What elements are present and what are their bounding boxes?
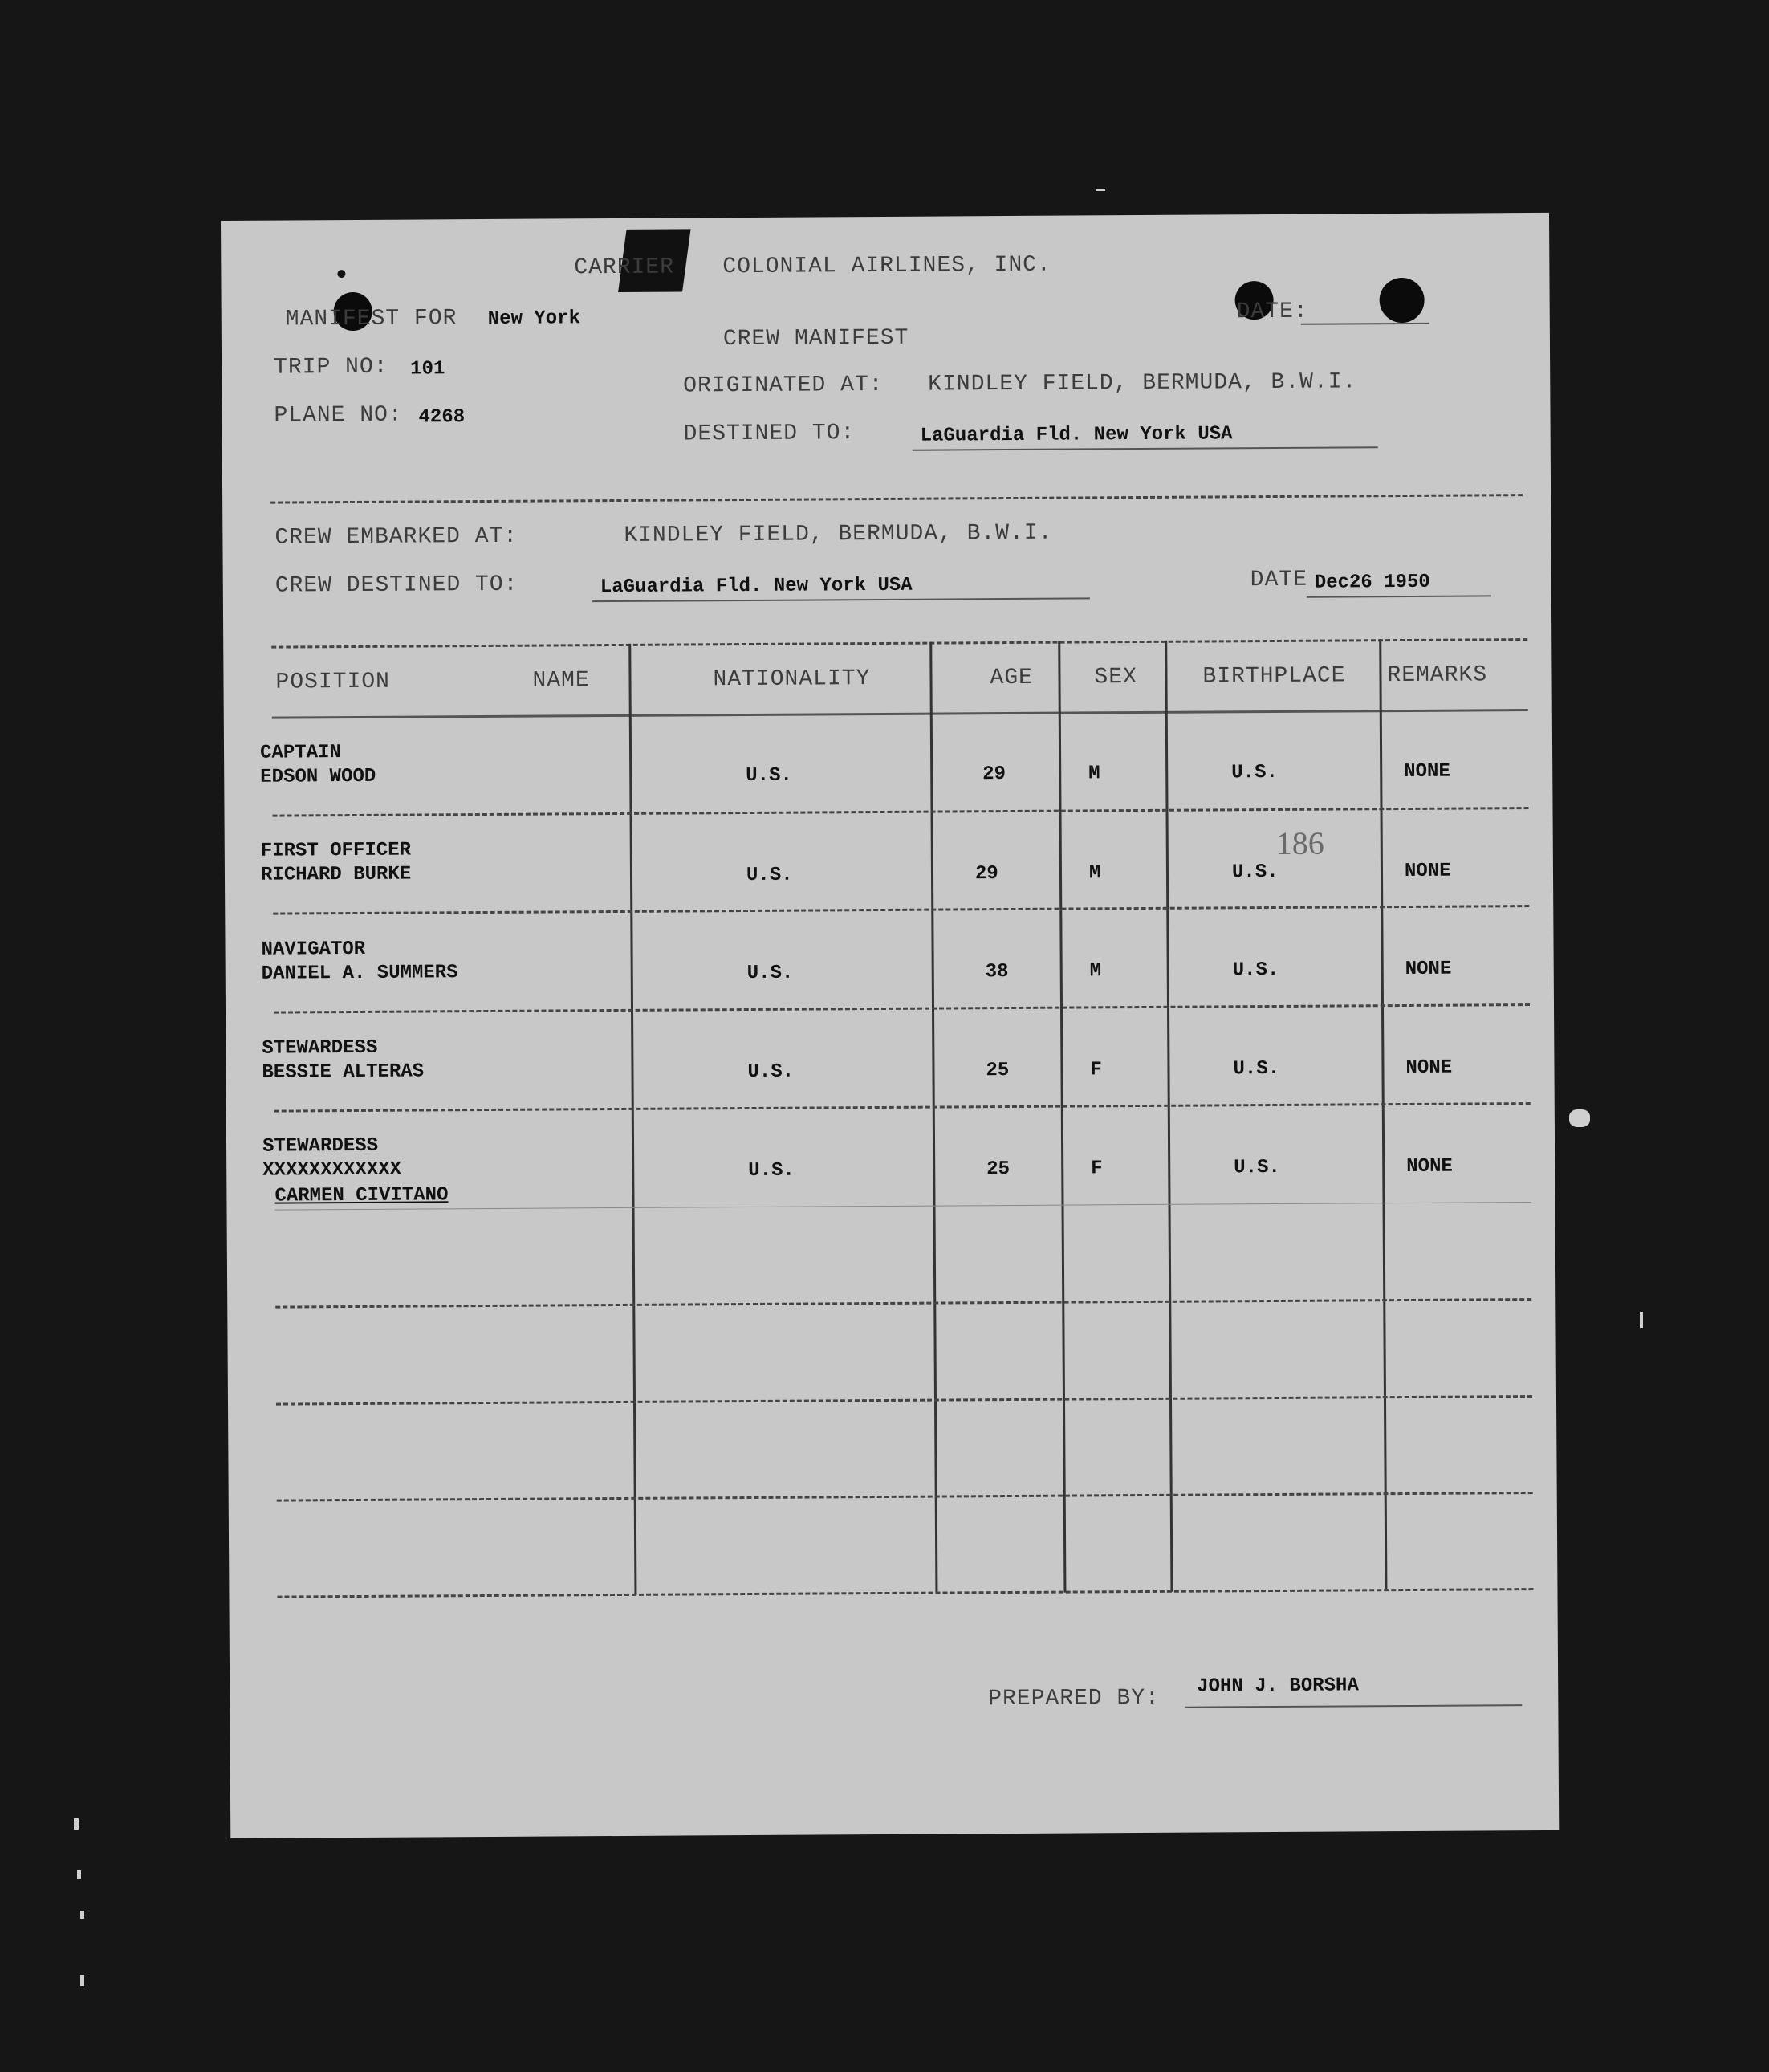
punch-hole [1379,278,1424,323]
row-remarks: NONE [1404,860,1451,883]
row-divider [273,905,1529,915]
crew-destined-value: LaGuardia Fld. New York USA [600,574,913,599]
table-header-rule [272,709,1528,719]
header-nationality: NATIONALITY [713,666,871,693]
scan-artifact [1096,189,1105,191]
scan-artifact [1569,1109,1590,1127]
manifest-for-value: New York [487,307,581,330]
row-name: DANIEL A. SUMMERS [261,962,458,985]
scan-artifact [77,1870,81,1879]
row-age: 29 [982,763,1007,786]
row-sex: F [1091,1158,1103,1180]
plane-label: PLANE NO: [274,402,403,429]
plane-value: 4268 [418,406,466,429]
manifest-for-label: MANIFEST FOR [285,306,458,332]
row-birthplace: U.S. [1232,959,1279,982]
row-birthplace: U.S. [1233,1057,1280,1081]
originated-value: KINDLEY FIELD, BERMUDA, B.W.I. [928,369,1357,397]
row-nationality: U.S. [746,764,792,788]
row-birthplace: U.S. [1231,861,1279,884]
carrier-label: CARRIER [574,254,675,281]
scan-artifact [74,1818,79,1830]
row-remarks: NONE [1405,1056,1453,1080]
trip-label: TRIP NO: [274,354,388,381]
prepared-by-underline [1185,1704,1522,1708]
row-divider [277,1492,1533,1502]
row-position: CAPTAIN [259,742,341,764]
carrier-name: COLONIAL AIRLINES, INC. [722,252,1051,280]
destined-value: LaGuardia Fld. New York USA [920,423,1233,447]
crew-destined-label: CREW DESTINED TO: [274,572,518,599]
row-name: BESSIE ALTERAS [262,1060,425,1084]
header-age: AGE [990,665,1034,691]
row-divider [275,1298,1531,1309]
row-position: NAVIGATOR [261,938,366,961]
row-birthplace: U.S. [1231,761,1278,784]
row-divider [275,1202,1531,1211]
row-age: 25 [986,1158,1011,1181]
column-divider [929,642,937,1594]
row-divider [274,1102,1531,1113]
prepared-by-label: PREPARED BY: [988,1685,1160,1712]
prepared-by-value: JOHN J. BORSHA [1197,1675,1359,1698]
row-remarks: NONE [1406,1155,1453,1178]
punch-hole-dot [337,270,345,278]
row-sex: F [1090,1059,1102,1081]
row-name-correction: CARMEN CIVITANO [274,1184,449,1207]
row-remarks: NONE [1405,958,1452,981]
row-sex: M [1088,763,1100,785]
originated-label: ORIGINATED AT: [683,372,884,399]
crew-embarked-value: KINDLEY FIELD, BERMUDA, B.W.I. [624,520,1053,548]
row-age: 29 [974,863,998,885]
row-nationality: U.S. [748,1159,795,1183]
header-position: POSITION [275,669,391,695]
date-underline [1301,323,1429,325]
column-divider [1058,641,1066,1593]
row-position: FIRST OFFICER [260,839,412,862]
table-bottom-rule [277,1588,1533,1598]
header-remarks: REMARKS [1387,662,1488,689]
row-birthplace: U.S. [1234,1156,1280,1179]
row-age: 38 [985,961,1009,983]
section-divider [270,494,1523,504]
manifest-page [221,213,1559,1838]
row-position: STEWARDESS [262,1134,379,1158]
destined-underline [913,446,1378,451]
crew-destined-underline [592,597,1090,602]
row-divider [276,1395,1532,1406]
row-sex: M [1088,862,1101,885]
date-label: DATE: [1236,299,1308,325]
header-sex: SEX [1094,665,1138,690]
trip-value: 101 [410,358,445,381]
page-number-stamp: 186 [1275,824,1324,861]
row-name: EDSON WOOD [260,765,376,788]
row-nationality: U.S. [746,962,794,985]
row-divider [273,807,1529,817]
row-name: XXXXXXXXXXXX [262,1158,402,1182]
crew-embarked-label: CREW EMBARKED AT: [274,523,518,551]
header-name: NAME [532,668,590,694]
scan-artifact [80,1911,84,1919]
crew-date-value: Dec26 1950 [1314,571,1430,594]
header-birthplace: BIRTHPLACE [1202,663,1346,690]
column-divider [1379,639,1387,1590]
row-nationality: U.S. [746,864,793,887]
destined-label: DESTINED TO: [683,421,856,447]
table-top-rule [271,638,1527,649]
row-remarks: NONE [1404,760,1450,784]
crew-date-label: DATE [1250,567,1308,593]
scan-artifact [1640,1312,1643,1328]
row-name: RICHARD BURKE [260,863,412,886]
crew-manifest-title: CREW MANIFEST [722,325,909,352]
row-position: STEWARDESS [262,1036,378,1060]
column-divider [628,644,636,1595]
column-divider [1165,641,1173,1592]
row-divider [274,1003,1530,1014]
row-sex: M [1089,960,1102,983]
row-nationality: U.S. [747,1060,795,1084]
row-age: 25 [986,1060,1010,1082]
crew-date-underline [1307,595,1491,597]
scan-artifact [80,1975,84,1986]
